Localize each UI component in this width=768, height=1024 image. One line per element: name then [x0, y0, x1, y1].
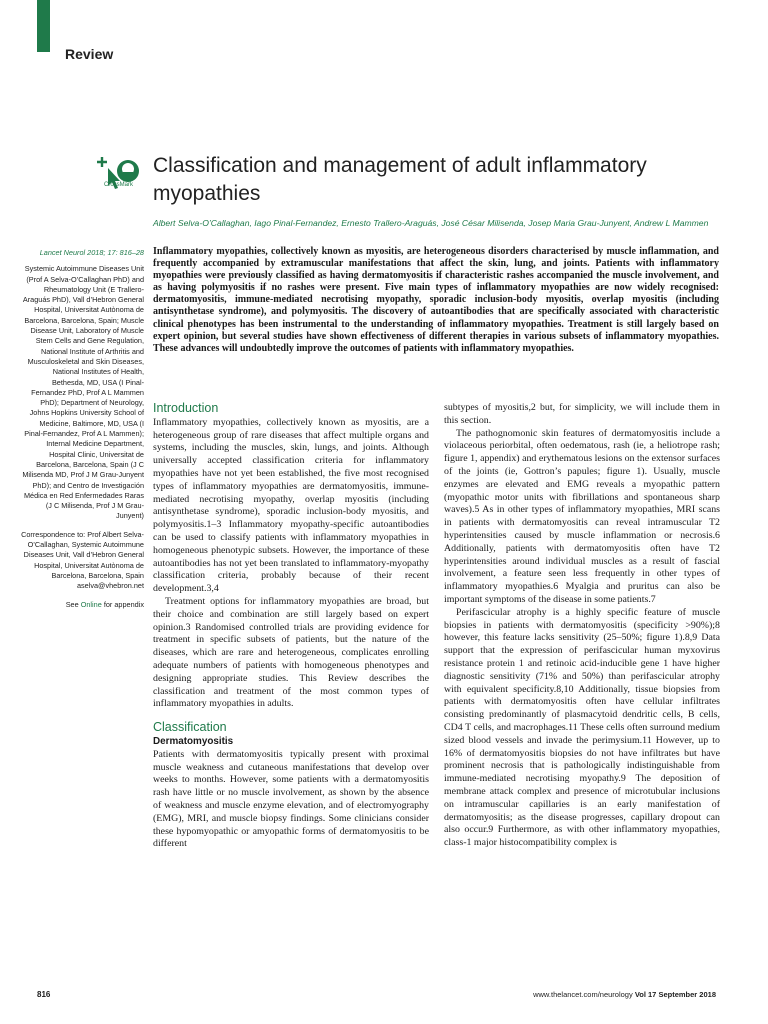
see-online-suffix: for appendix	[103, 599, 144, 609]
issue-date: September 2018	[658, 990, 716, 999]
dermatomyositis-heading: Dermatomyositis	[153, 735, 234, 747]
right-paragraph-1: subtypes of myositis,2 but, for simplicity, we will include them in this section.	[444, 402, 720, 426]
right-column	[444, 402, 720, 850]
author-list: Albert Selva-O’Callaghan, Iago Pinal-Fernandez, Ernesto Trallero-Araguás, José César Milisenda, Josep Maria Grau-Junyent, Andrew L Mammen	[153, 218, 709, 228]
journal-url[interactable]: www.thelancet.com/neurology	[533, 990, 633, 999]
abstract: Inflammatory myopathies, collectively known as myositis, are heterogeneous disorders characterised by muscle inflammation, and frequently accompanied by extramuscular manifestations that affect the skin, lung, and joints. Patients with inflammatory myopathies were previously classified as having dermatomyositis if characteristic rashes accompanied the muscle involvement, and as having polymyositis if no rashes were present. Five main types of inflammatory myopathies are now widely recognised: dermatomyositis, immune-mediated necrotising myopathy, sporadic inclusion-body myositis, overlap myositis (including antisynthetase syndrome), and polymyositis. The discovery of autoantibodies that are specifically associated with characteristic clinical phenotypes has been instrumental to the understanding of inflammatory myopathies. Treatment is still largely based on expert opinion, but several studies have shown effectiveness of different therapies in various subsets of inflammatory myopathies. These advances will undoubtedly improve the outcomes of patients with inflammatory myopathies.	[153, 246, 719, 354]
section-label: Review	[65, 46, 114, 62]
accent-bar	[37, 0, 50, 52]
sidebar	[20, 248, 144, 610]
citation: Lancet Neurol 2018; 17: 816–28	[39, 248, 144, 257]
article-title: Classification and management of adult inflammatory myopathies	[153, 154, 647, 205]
correspondence: Correspondence to: Prof Albert Selva-O’Callaghan, Systemic Autoimmune Diseases Unit, Vall d’Hebron General Hospital, Universitat Autònoma de Barcelona, Barcelona, Spain aselva@vhebron.net	[21, 529, 144, 591]
right-paragraph-2: The pathognomonic skin features of dermatomyositis include a violaceous periorbital, often oedematous, rash (ie, a heliotrope rash; figure 1, appendix) and erythematous lesions on the extensor surfaces of the joints (ie, Gottron’s papules; figure 1). Usually, muscle enzymes are elevated and EMG reveals a myopathic pattern (myopathic motor units with fibrillations and spontaneous sharp waves).5 As in other types of inflammatory myopathies, MRI scans in patients with dermatomyositis can reveal intramuscular T2 hyperintensities caused by muscle inflammation or necrosis.6 Additionally, patients with dermatomyositis often have T2 hyperintensities around individual muscles as a result of fascial involvement, a feature seen less frequently in other types of inflammatory myopathies.6 Myalgia and pruritus can also be important symptoms of the disease in some patients.7	[444, 427, 720, 605]
intro-paragraph-2: Treatment options for inflammatory myopathies are broad, but their choice and combination are still largely based on expert opinion.3 Randomised controlled trials are providing evidence for treatment in specific subsets of patients, but the nature of the diseases, which are rare and heterogeneous, complicates enrolling adequate numbers of patients with homogeneous phenotypes and designing appropriate studies. This Review describes the classification and treatment of the most common types of inflammatory myopathies in adults.	[153, 595, 429, 710]
classification-heading: Classification	[153, 720, 227, 735]
see-online-prefix: See	[65, 599, 79, 609]
intro-paragraph-1: Inflammatory myopathies, collectively known as myositis, are a heterogeneous group of rare diseases that affect multiple organs and systems, including the muscles, skin, lungs, and joints. Although universally accepted classification criteria for inflammatory myopathies have not yet been established, the five most recognised types of inflammatory myopathies are dermatomyositis, immune-mediated necrotising myopathy, overlap myositis (including antisynthetase syndrome), sporadic inclusion-body myositis, and polymyositis.1–3 Inflammatory myopathy-specific autoantibodies can be used to classify patients with inflammatory myopathies in homogeneous phenotypic subsets. However, the importance of these autoantibodies has not yet been translated to inflammatory-myopathy classification criteria, probably because of their recent development.3,4	[153, 416, 429, 595]
footer-info	[533, 990, 716, 999]
volume: Vol 17	[634, 990, 657, 999]
affiliations: Systemic Autoimmune Diseases Unit (Prof A Selva-O’Callaghan PhD) and Rheumatology Unit (E Trallero-Araguás PhD), Vall d’Hebron General Hospital, Universitat Autònoma de Barcelona, Barcelona, Spain; Muscle Disease Unit, Laboratory of Muscle Stem Cells and Gene Regulation, National Institute of Arthritis and Musculoskeletal and Skin Diseases, National Institutes of Health, Bethesda, MD, USA (I Pinal-Fernandez PhD, Prof A L Mammen PhD); Department of Neurology, Johns Hopkins University School of Medicine, Baltimore, MD, USA (I Pinal-Fernandez, Prof A L Mammen); Internal Medicine Department, Hospital Clinic, Universitat de Barcelona, Barcelona, Spain (J C Milisenda MD, Prof J M Grau-Junyent PhD); and Centro de Investigación Médica en Red Enfermedades Raras (J C Milisenda, Prof J M Grau-Junyent)	[22, 264, 144, 521]
introduction-heading: Introduction	[153, 401, 219, 415]
left-column	[153, 402, 429, 851]
crossmark-label: CrossMark	[104, 182, 134, 188]
see-online-note	[20, 600, 144, 610]
online-link[interactable]: Online	[80, 599, 102, 609]
right-paragraph-3: Perifascicular atrophy is a highly specific feature of muscle biopsies in patients with dermatomyositis (specificity >90%);8 however, this feature lacks sensitivity (25–50%; figure 1).8,9 Data support that the expression of perifascicular human myxovirus resistance protein 1 and retinoic acid-inducible gene 1 have higher diagnostic sensitivity (71% and 50%) than perifascicular atrophy with equivalent specificity.8,10 Additionally, tissue biopsies from patients with dermatomyositis often have cellular infiltrates consisting predominantly of plasmacytoid dendritic cells, B cells, CD4 T cells, and macrophages.11 These cells often surround medium sized blood vessels and invade the perimysium.11 However, up to 16% of dermatomyositis biopsies do not have infiltrates but have prominent necrosis that is pathologically indistinguishable from immune-mediated necrotising myopathy.9 The deposition of membrane attack complex and presence of microtubular inclusions on intramuscular capillaries is an early manifestation of dermatomyositis; as the disease progresses, capillary dropout can also occur.9 Furthermore, as with other inflammatory myopathies, class-1 major histocompatibility complex is	[444, 606, 720, 849]
page-number: 816	[37, 990, 51, 999]
dermatomyositis-paragraph-1: Patients with dermatomyositis typically present with proximal muscle weakness and cutaneous manifestations that develop over weeks to months. However, some patients with a dermatomyositis rash have little or no muscle involvement, as shown by the absence of weakness and muscle enzyme elevation, and of electromyography (EMG), MRI, and muscle biopsy findings. Some clinicians consider these hypomyopathic or amyopathic forms of dermatomyositis to be different	[153, 748, 429, 850]
